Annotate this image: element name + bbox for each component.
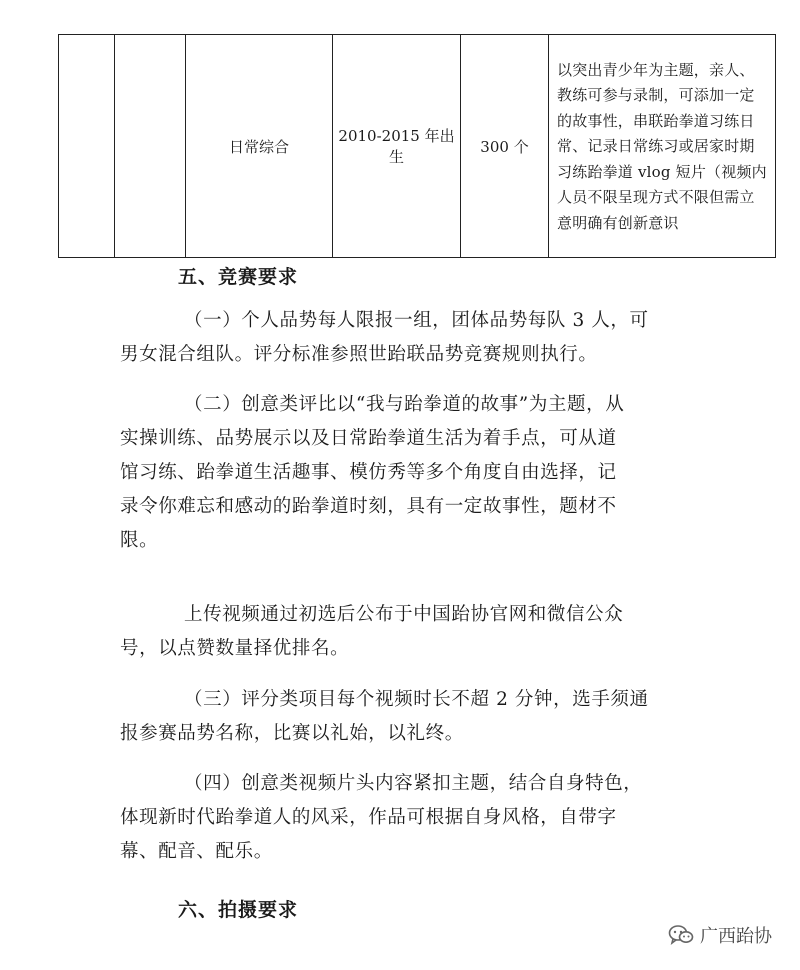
paragraph-line: （一）个人品势每人限报一组，团体品势每队 3 人，可 (184, 310, 649, 331)
description-line: 习练跆拳道 vlog 短片（视频内 (557, 162, 767, 181)
wechat-icon (668, 924, 694, 946)
table-cell-birth-range: 2010-2015 年出生 (333, 35, 461, 258)
watermark (668, 922, 772, 948)
paragraph-line: （二）创意类评比以“我与跆拳道的故事”为主题，从 (184, 394, 625, 415)
paragraph-duration (120, 683, 690, 751)
description-line: 意明确有创新意识 (557, 213, 679, 232)
section-heading-shooting-requirements: 六、拍摄要求 (178, 899, 299, 921)
description-line: 教练可参与录制，可添加一定 (557, 86, 755, 105)
paragraph-line: 馆习练、跆拳道生活趣事、模仿秀等多个角度自由选择，记 (120, 462, 617, 483)
paragraph-line: （四）创意类视频片头内容紧扣主题，结合自身特色， (184, 773, 643, 794)
paragraph-line: 男女混合组队。评分标准参照世跆联品势竞赛规则执行。 (120, 344, 598, 365)
table-cell-index (59, 35, 115, 258)
paragraph-line: 实操训练、品势展示以及日常跆拳道生活为着手点，可从道 (120, 428, 617, 449)
table-cell-description (549, 35, 776, 258)
table-cell-category: 日常综合 (186, 35, 333, 258)
description-line: 以突出青少年为主题，亲人、 (557, 60, 755, 79)
table-cell-group (115, 35, 186, 258)
paragraph-line: 幕、配音、配乐。 (120, 841, 273, 862)
description-line: 的故事性，串联跆拳道习练日 (557, 111, 755, 130)
paragraph-line: 号，以点赞数量择优排名。 (120, 638, 350, 659)
paragraph-line: 报参赛品势名称，比赛以礼始，以礼终。 (120, 723, 464, 744)
paragraph-line: 体现新时代跆拳道人的风采，作品可根据自身风格，自带字 (120, 807, 617, 828)
section-heading-competition-requirements: 五、竞赛要求 (178, 266, 299, 288)
paragraph-opening (120, 767, 690, 869)
table-cell-count: 300 个 (461, 35, 549, 258)
events-table (58, 34, 776, 258)
paragraph-individual-team (120, 304, 690, 372)
paragraph-line: 限。 (120, 530, 159, 551)
paragraph-line: （三）评分类项目每个视频时长不超 2 分钟，选手须通 (184, 689, 649, 710)
paragraph-creative (120, 388, 690, 558)
table-row (59, 35, 776, 258)
description-line: 常、记录日常练习或居家时期 (557, 137, 755, 156)
description-line: 人员不限呈现方式不限但需立 (557, 188, 755, 207)
watermark-text: 广西跆协 (700, 926, 772, 947)
paragraph-line: 录令你难忘和感动的跆拳道时刻，具有一定故事性，题材不 (120, 496, 617, 517)
paragraph-upload (120, 598, 690, 666)
paragraph-line: 上传视频通过初选后公布于中国跆协官网和微信公众 (184, 604, 624, 625)
